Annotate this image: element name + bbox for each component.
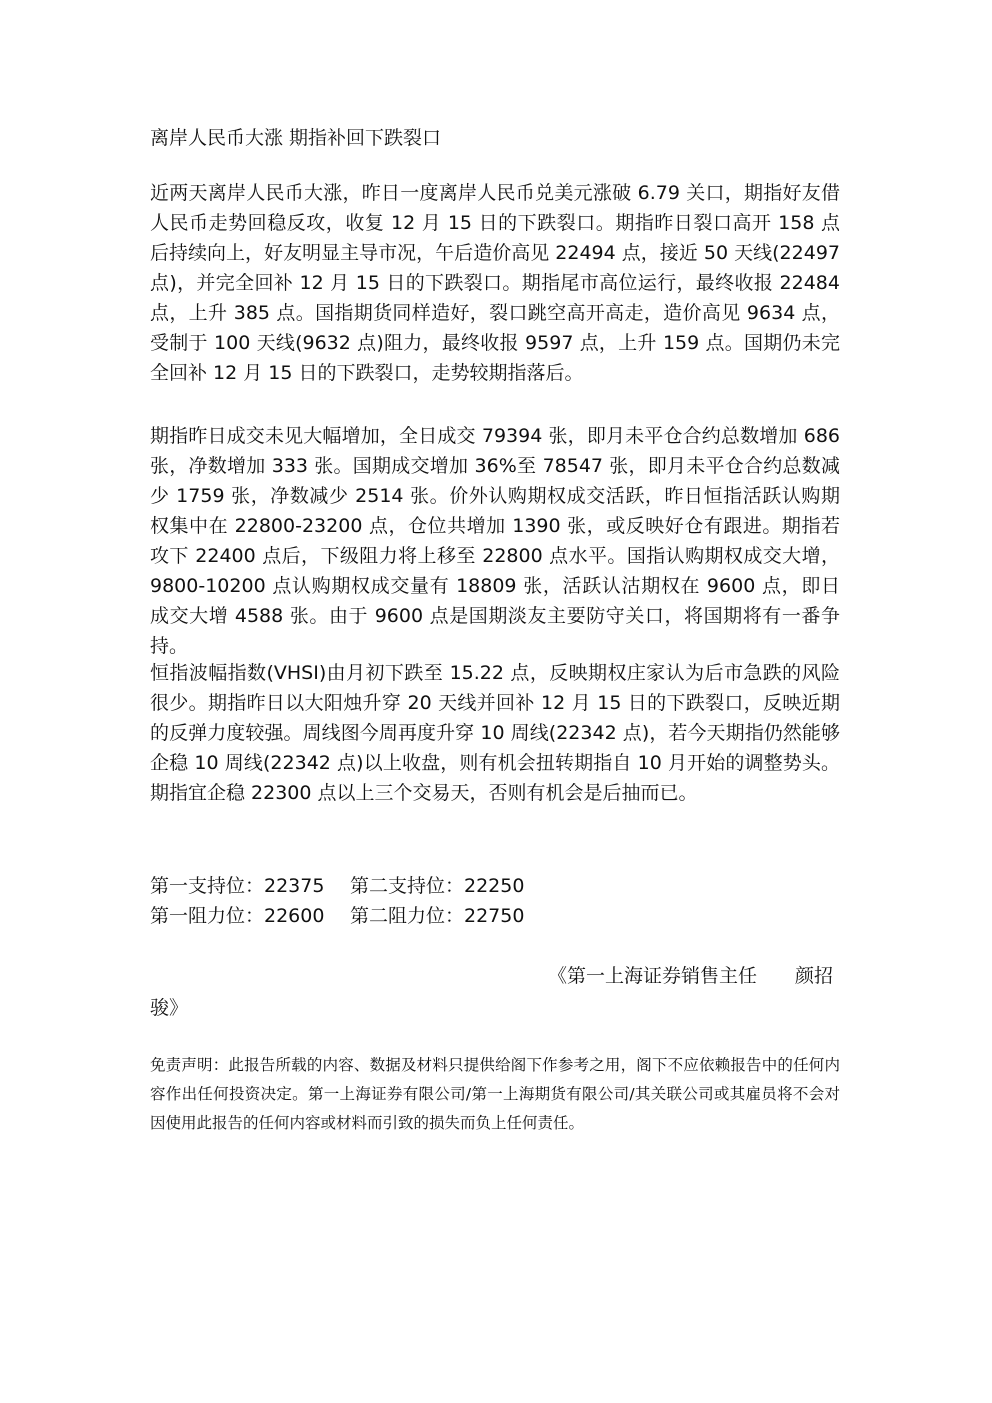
second-resistance-level: 第二阻力位：22750 xyxy=(350,905,525,927)
paragraph-market-summary: 近两天离岸人民币大涨，昨日一度离岸人民币兑美元涨破 6.79 关口，期指好友借人民币走势回稳反攻，收复 12 月 15 日的下跌裂口。期指昨日裂口高开 158 点后持续向上，好友明显主导市况，午后造价高见 22494 点，接近 50 天线(22497 点)，并完全回补 12 月 15 日的下跌裂口。期指尾市高位运行，最终收报 22484 点，上升 385 点。国指期货同样造好，裂口跳空高开高走，造价高见 9634 点，受制于 100 天线(9632 点)阻力，最终收报 9597 点，上升 159 点。国期仍未完全回补 12 月 15 日的下跌裂口，走势较期指落后。 xyxy=(150,182,840,384)
document-title: 离岸人民币大涨 期指补回下跌裂口 xyxy=(150,127,442,149)
disclaimer: 免责声明：此报告所载的内容、数据及材料只提供给阁下作参考之用，阁下不应依赖报告中的任何内容作出任何投资决定。第一上海证券有限公司/第一上海期货有限公司/其关联公司或其雇员将不会对因使用此报告的任何内容或材料而引致的损失而负上任何责任。 xyxy=(150,1056,840,1132)
second-support-level: 第二支持位：22250 xyxy=(350,875,525,897)
resistance-levels-row xyxy=(150,901,840,931)
author-signature xyxy=(150,960,840,1024)
signature-line-2: 骏》 xyxy=(150,997,189,1019)
signature-line-1: 《第一上海证券销售主任 颜招 xyxy=(548,965,834,987)
first-resistance-level: 第一阻力位：22600 xyxy=(150,905,325,927)
support-levels-row xyxy=(150,871,840,901)
paragraph-volatility-outlook: 恒指波幅指数(VHSI)由月初下跌至 15.22 点，反映期权庄家认为后市急跌的风险很少。期指昨日以大阳烛升穿 20 天线并回补 12 月 15 日的下跌裂口，反映近期的反弹力度较强。周线图今周再度升穿 10 周线(22342 点)，若今天期指仍然能够企稳 10 周线(22342 点)以上收盘，则有机会扭转期指自 10 月开始的调整势头。期指宜企稳 22300 点以上三个交易天，否则有机会是后抽而已。 xyxy=(150,662,840,804)
support-resistance-levels xyxy=(150,871,840,931)
first-support-level: 第一支持位：22375 xyxy=(150,875,325,897)
paragraph-volume-options: 期指昨日成交未见大幅增加，全日成交 79394 张，即月未平仓合约总数增加 686 张，净数增加 333 张。国期成交增加 36%至 78547 张，即月未平仓合约总数减少 1759 张，净数减少 2514 张。价外认购期权成交活跃，昨日恒指活跃认购期权集中在 22800-23200 点，仓位共增加 1390 张，或反映好仓有跟进。期指若攻下 22400 点后，下级阻力将上移至 22800 点水平。国指认购期权成交大增，9800-10200 点认购期权成交量有 18809 张，活跃认沽期权在 9600 点，即日成交大增 4588 张。由于 9600 点是国期淡友主要防守关口，将国期将有一番争持。 xyxy=(150,425,840,657)
